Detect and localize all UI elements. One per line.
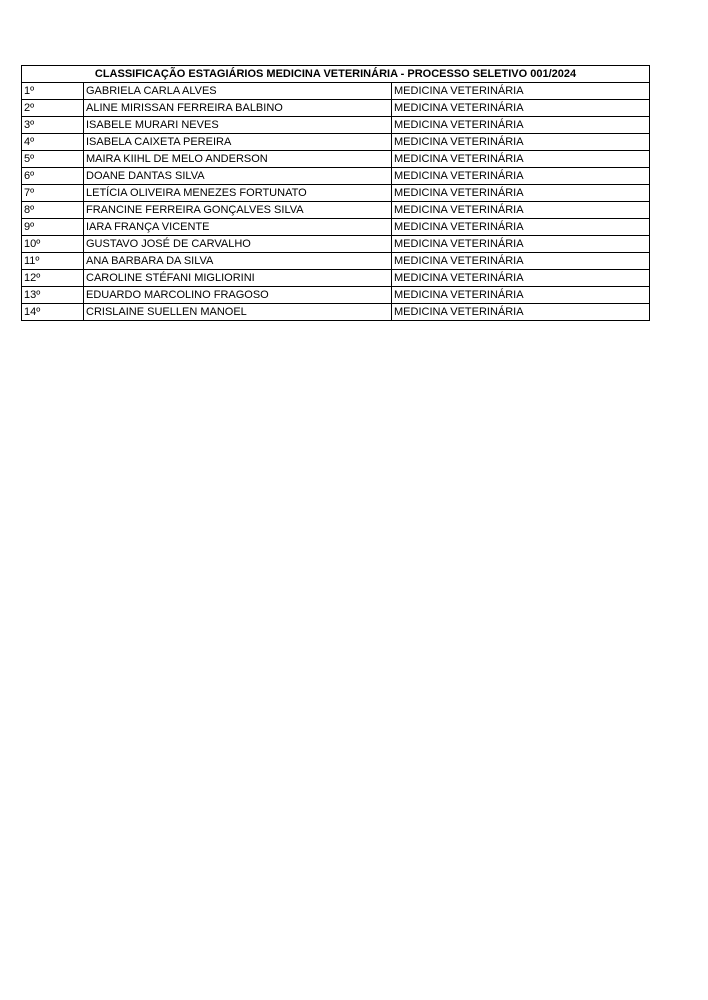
course-cell: MEDICINA VETERINÁRIA bbox=[392, 168, 650, 185]
table-row bbox=[22, 287, 650, 304]
table-row bbox=[22, 134, 650, 151]
course-cell: MEDICINA VETERINÁRIA bbox=[392, 253, 650, 270]
table-row bbox=[22, 185, 650, 202]
table-row bbox=[22, 117, 650, 134]
table-body bbox=[22, 66, 650, 321]
course-cell: MEDICINA VETERINÁRIA bbox=[392, 117, 650, 134]
classification-sheet bbox=[21, 65, 649, 321]
table-row bbox=[22, 270, 650, 287]
table-row bbox=[22, 100, 650, 117]
table-row bbox=[22, 168, 650, 185]
name-cell: ALINE MIRISSAN FERREIRA BALBINO bbox=[84, 100, 392, 117]
position-cell: 12º bbox=[22, 270, 84, 287]
table-row bbox=[22, 253, 650, 270]
classification-table bbox=[21, 65, 650, 321]
name-cell: CRISLAINE SUELLEN MANOEL bbox=[84, 304, 392, 321]
position-cell: 13º bbox=[22, 287, 84, 304]
course-cell: MEDICINA VETERINÁRIA bbox=[392, 185, 650, 202]
course-cell: MEDICINA VETERINÁRIA bbox=[392, 236, 650, 253]
name-cell: LETÍCIA OLIVEIRA MENEZES FORTUNATO bbox=[84, 185, 392, 202]
position-cell: 7º bbox=[22, 185, 84, 202]
position-cell: 8º bbox=[22, 202, 84, 219]
table-row bbox=[22, 151, 650, 168]
name-cell: CAROLINE STÉFANI MIGLIORINI bbox=[84, 270, 392, 287]
name-cell: GUSTAVO JOSÉ DE CARVALHO bbox=[84, 236, 392, 253]
position-cell: 5º bbox=[22, 151, 84, 168]
position-cell: 3º bbox=[22, 117, 84, 134]
position-cell: 14º bbox=[22, 304, 84, 321]
table-row bbox=[22, 219, 650, 236]
table-row bbox=[22, 304, 650, 321]
name-cell: EDUARDO MARCOLINO FRAGOSO bbox=[84, 287, 392, 304]
course-cell: MEDICINA VETERINÁRIA bbox=[392, 100, 650, 117]
position-cell: 10º bbox=[22, 236, 84, 253]
name-cell: FRANCINE FERREIRA GONÇALVES SILVA bbox=[84, 202, 392, 219]
name-cell: GABRIELA CARLA ALVES bbox=[84, 83, 392, 100]
name-cell: ANA BARBARA DA SILVA bbox=[84, 253, 392, 270]
name-cell: ISABELE MURARI NEVES bbox=[84, 117, 392, 134]
name-cell: ISABELA CAIXETA PEREIRA bbox=[84, 134, 392, 151]
table-row bbox=[22, 202, 650, 219]
name-cell: IARA FRANÇA VICENTE bbox=[84, 219, 392, 236]
table-row bbox=[22, 236, 650, 253]
table-row bbox=[22, 83, 650, 100]
position-cell: 6º bbox=[22, 168, 84, 185]
position-cell: 1º bbox=[22, 83, 84, 100]
position-cell: 11º bbox=[22, 253, 84, 270]
course-cell: MEDICINA VETERINÁRIA bbox=[392, 304, 650, 321]
course-cell: MEDICINA VETERINÁRIA bbox=[392, 219, 650, 236]
table-title: CLASSIFICAÇÃO ESTAGIÁRIOS MEDICINA VETERINÁRIA - PROCESSO SELETIVO 001/2024 bbox=[22, 66, 650, 83]
course-cell: MEDICINA VETERINÁRIA bbox=[392, 134, 650, 151]
course-cell: MEDICINA VETERINÁRIA bbox=[392, 270, 650, 287]
position-cell: 2º bbox=[22, 100, 84, 117]
course-cell: MEDICINA VETERINÁRIA bbox=[392, 83, 650, 100]
name-cell: DOANE DANTAS SILVA bbox=[84, 168, 392, 185]
course-cell: MEDICINA VETERINÁRIA bbox=[392, 151, 650, 168]
course-cell: MEDICINA VETERINÁRIA bbox=[392, 202, 650, 219]
name-cell: MAIRA KIIHL DE MELO ANDERSON bbox=[84, 151, 392, 168]
course-cell: MEDICINA VETERINÁRIA bbox=[392, 287, 650, 304]
position-cell: 9º bbox=[22, 219, 84, 236]
position-cell: 4º bbox=[22, 134, 84, 151]
table-title-row bbox=[22, 66, 650, 83]
